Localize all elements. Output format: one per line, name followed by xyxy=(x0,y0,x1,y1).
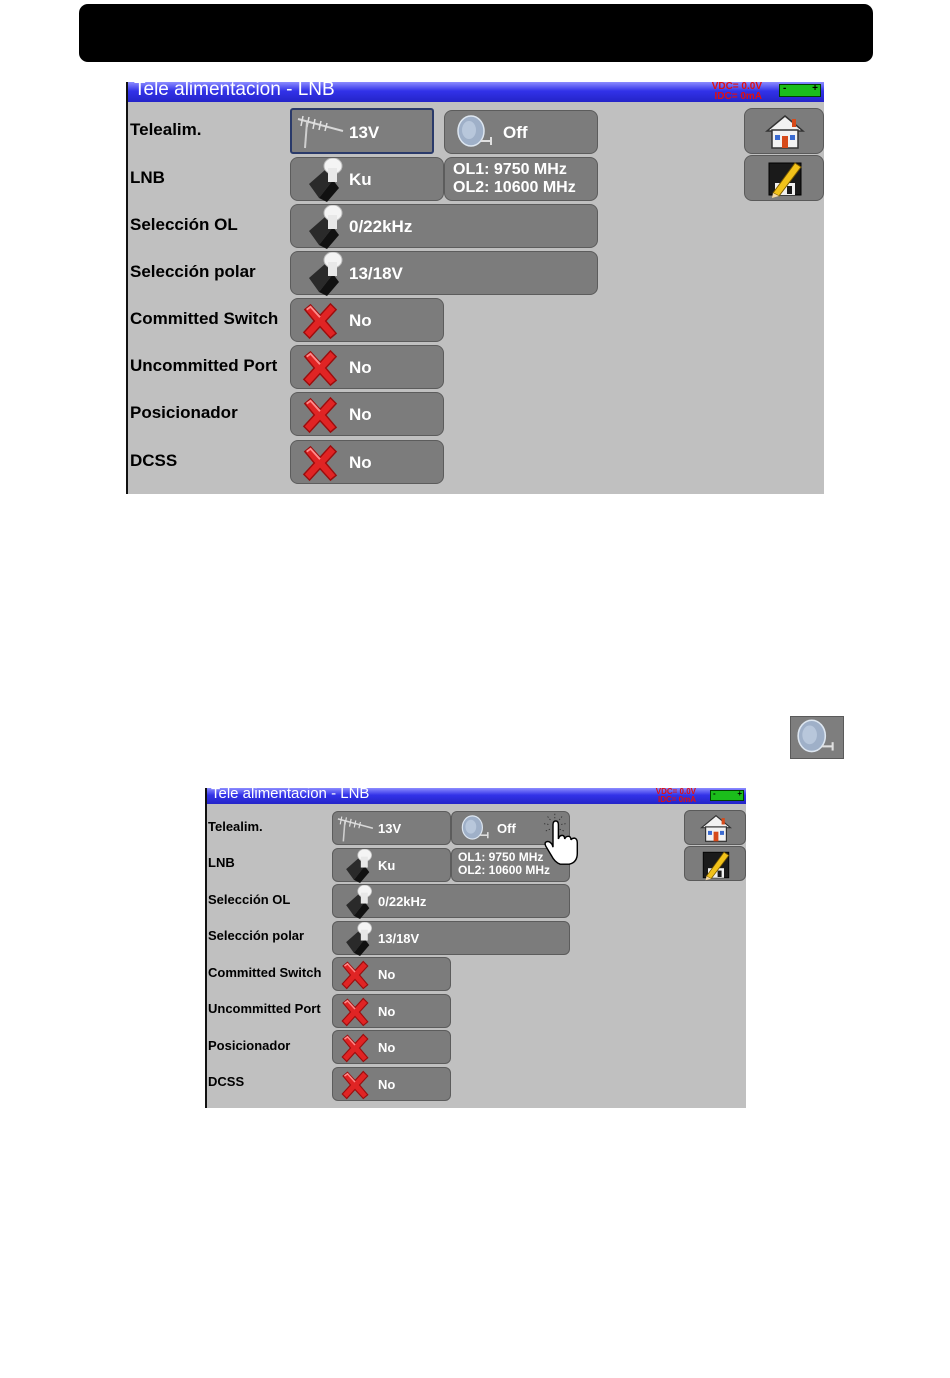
committed-switch-value: No xyxy=(349,311,372,330)
seleccion-polar-button[interactable] xyxy=(332,921,570,955)
label-committed-switch: Committed Switch xyxy=(130,309,279,328)
lnb-ol-button[interactable] xyxy=(444,157,598,201)
red-x-icon xyxy=(301,396,339,434)
screen-edge xyxy=(205,788,207,1108)
save-button[interactable] xyxy=(744,155,824,201)
red-x-icon xyxy=(340,960,370,990)
uncommitted-port-value: No xyxy=(378,1004,396,1019)
dcss-value: No xyxy=(349,453,372,472)
label-seleccion-polar: Selección polar xyxy=(130,262,256,281)
satellite-dish-icon xyxy=(795,719,841,757)
screen-title: Tele alimentacion - LNB xyxy=(211,788,370,802)
seleccion-polar-value: 13/18V xyxy=(378,931,420,946)
posicionador-button[interactable] xyxy=(332,1030,451,1064)
lnb-band-button[interactable] xyxy=(332,848,451,882)
battery-plus: + xyxy=(812,83,818,94)
seleccion-polar-value: 13/18V xyxy=(349,264,403,283)
screen-title: Tele alimentacion - LNB xyxy=(134,82,335,100)
antenna-icon xyxy=(294,114,346,150)
label-telealim: Telealim. xyxy=(130,120,202,139)
dcss-value: No xyxy=(378,1077,396,1092)
committed-switch-button[interactable] xyxy=(290,298,444,342)
label-seleccion-polar: Selección polar xyxy=(208,928,305,943)
label-seleccion-ol: Selección OL xyxy=(208,892,291,907)
seleccion-polar-button[interactable] xyxy=(290,251,598,295)
satellite-dish-icon xyxy=(455,115,499,151)
pointer-hand-icon xyxy=(535,808,589,870)
lnb-band-button[interactable] xyxy=(290,157,444,201)
posicionador-value: No xyxy=(349,405,372,424)
home-button[interactable] xyxy=(684,810,746,845)
telealim-voltage-button[interactable] xyxy=(332,811,451,845)
home-icon xyxy=(765,114,805,150)
ol2-value: OL2: 10600 MHz xyxy=(453,178,576,196)
uncommitted-port-button[interactable] xyxy=(290,345,444,389)
red-x-icon xyxy=(340,1070,370,1100)
battery-minus: - xyxy=(783,83,787,94)
home-button[interactable] xyxy=(744,108,824,154)
red-x-icon xyxy=(301,349,339,387)
battery-indicator xyxy=(779,84,821,97)
seleccion-ol-value: 0/22kHz xyxy=(349,217,413,236)
label-uncommitted-port: Uncommitted Port xyxy=(130,356,278,375)
label-seleccion-ol: Selección OL xyxy=(130,215,238,234)
ol1-value: OL1: 9750 MHz xyxy=(458,850,544,864)
lnb-band-value: Ku xyxy=(349,170,372,189)
battery-minus: - xyxy=(713,789,716,798)
dcss-button[interactable] xyxy=(332,1067,451,1101)
red-x-icon xyxy=(301,444,339,482)
lnb-screen-small xyxy=(205,788,746,1108)
lnb-icon xyxy=(305,252,345,296)
battery-plus: + xyxy=(737,789,742,798)
title-bar xyxy=(126,82,824,102)
satellite-dish-icon xyxy=(460,815,494,843)
satellite-dish-icon-sample xyxy=(790,716,844,759)
top-black-banner xyxy=(79,4,873,62)
lnb-icon xyxy=(305,205,345,249)
idc-text: IDC= 0mA xyxy=(657,795,696,804)
lnb-icon xyxy=(343,849,374,883)
label-posicionador: Posicionador xyxy=(208,1038,291,1053)
battery-indicator xyxy=(710,790,744,801)
telealim-voltage-value: 13V xyxy=(378,821,402,836)
telealim-dish-value: Off xyxy=(503,123,528,142)
idc-text: IDC= 0mA xyxy=(714,91,762,102)
label-posicionador: Posicionador xyxy=(130,403,238,422)
telealim-voltage-value: 13V xyxy=(349,123,380,142)
save-icon xyxy=(700,849,732,881)
posicionador-button[interactable] xyxy=(290,392,444,436)
seleccion-ol-button[interactable] xyxy=(332,884,570,918)
lnb-icon xyxy=(343,885,374,919)
vdc-text: VDC= 0.0V xyxy=(655,788,696,796)
lnb-ol-values xyxy=(453,161,576,196)
committed-switch-value: No xyxy=(378,967,396,982)
uncommitted-port-button[interactable] xyxy=(332,994,451,1028)
seleccion-ol-value: 0/22kHz xyxy=(378,894,427,909)
dcss-button[interactable] xyxy=(290,440,444,484)
seleccion-ol-button[interactable] xyxy=(290,204,598,248)
lnb-band-value: Ku xyxy=(378,858,396,873)
label-committed-switch: Committed Switch xyxy=(208,965,322,980)
label-dcss: DCSS xyxy=(130,451,178,470)
red-x-icon xyxy=(340,997,370,1027)
vdc-readout xyxy=(712,82,762,102)
telealim-dish-value: Off xyxy=(497,821,516,836)
label-telealim: Telealim. xyxy=(208,819,263,834)
red-x-icon xyxy=(301,302,339,340)
save-button[interactable] xyxy=(684,846,746,881)
telealim-dish-button[interactable] xyxy=(444,110,598,154)
label-lnb: LNB xyxy=(208,855,235,870)
vdc-readout xyxy=(656,788,696,804)
ol2-value: OL2: 10600 MHz xyxy=(458,863,551,878)
home-icon xyxy=(700,814,732,843)
title-bar xyxy=(205,788,746,804)
posicionador-value: No xyxy=(378,1040,396,1055)
telealim-voltage-button[interactable] xyxy=(290,108,434,154)
vdc-text: VDC= 0.0V xyxy=(711,82,762,92)
antenna-icon xyxy=(335,815,375,843)
red-x-icon xyxy=(340,1033,370,1063)
label-uncommitted-port: Uncommitted Port xyxy=(208,1001,321,1016)
uncommitted-port-value: No xyxy=(349,358,372,377)
committed-switch-button[interactable] xyxy=(332,957,451,991)
lnb-screen-large xyxy=(126,82,824,494)
label-lnb: LNB xyxy=(130,168,165,187)
ol1-value: OL1: 9750 MHz xyxy=(453,161,567,178)
save-icon xyxy=(765,159,805,199)
lnb-icon xyxy=(343,922,374,956)
screen-edge xyxy=(126,82,128,494)
lnb-icon xyxy=(305,158,345,202)
label-dcss: DCSS xyxy=(208,1074,245,1089)
